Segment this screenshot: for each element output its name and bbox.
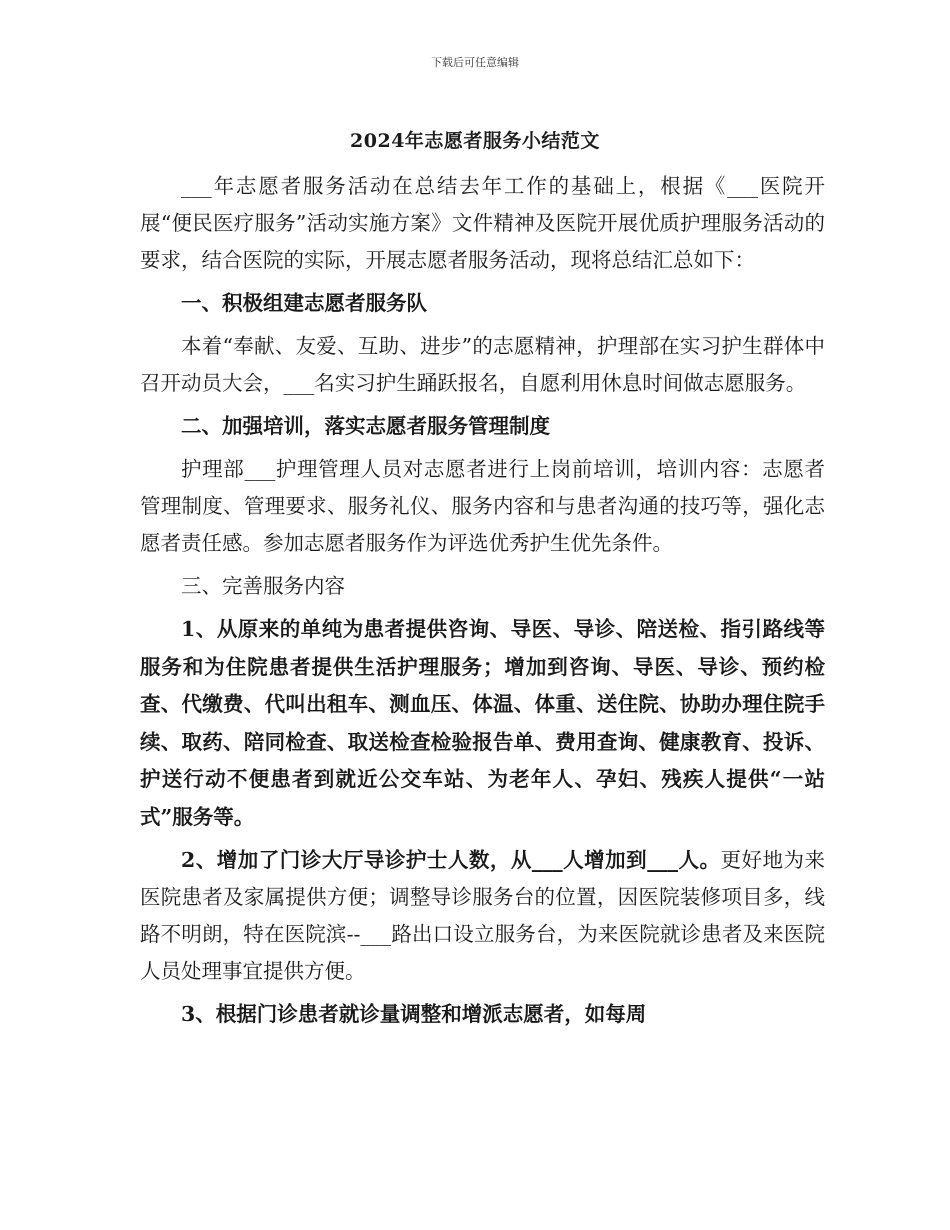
service-item-2-body: 更好地为来医院患者及家属提供方便；调整导诊服务台的位置，因医院装修项目多，线路不明朗，特在医院滨--___路出口设立服务台，为来医院就诊患者及来医院人员处理事宜提供方便。	[140, 848, 826, 983]
section-2-paragraph: 护理部___护理管理人员对志愿者进行上岗前培训，培训内容：志愿者管理制度、管理要求、服务礼仪、服务内容和与患者沟通的技巧等，强化志愿者责任感。参加志愿者服务作为评选优秀护生优先条件。	[140, 457, 825, 555]
service-item-3: 3、根据门诊患者就诊量调整和增派志愿者，如每周	[181, 1002, 647, 1026]
document-body	[140, 168, 825, 1033]
service-item-1: 1、从原来的单纯为患者提供咨询、导医、导诊、陪送检、指引路线等服务和为住院患者提供生活护理服务；增加到咨询、导医、导诊、预约检查、代缴费、代叫出租车、测血压、体温、体重、送住院、协助办理住院手续、取药、陪同检查、取送检查检验报告单、费用查询、健康教育、投诉、护送行动不便患者到就近公交车站、为老年人、孕妇、残疾人提供“一站式”服务等。	[140, 617, 825, 829]
header-note: 下载后可任意编辑	[431, 56, 519, 69]
service-item-2-lead: 2、增加了门诊大厅导诊护士人数，从___人增加到___人。	[181, 848, 721, 872]
section-1-paragraph: 本着“奉献、友爱、互助、进步”的志愿精神，护理部在实习护生群体中召开动员大会，___名实习护生踊跃报名，自愿利用休息时间做志愿服务。	[140, 334, 825, 395]
section-heading-2: 二、加强培训，落实志愿者服务管理制度	[181, 414, 550, 438]
intro-paragraph: ___年志愿者服务活动在总结去年工作的基础上，根据《___医院开展“便民医疗服务”活动实施方案》文件精神及医院开展优质护理服务活动的要求，结合医院的实际，开展志愿者服务活动，现将总结汇总如下：	[140, 174, 825, 272]
service-item-2	[140, 842, 825, 990]
section-heading-3: 三、完善服务内容	[181, 574, 345, 598]
section-heading-1: 一、积极组建志愿者服务队	[181, 291, 427, 315]
document-title: 2024年志愿者服务小结范文	[350, 130, 600, 152]
